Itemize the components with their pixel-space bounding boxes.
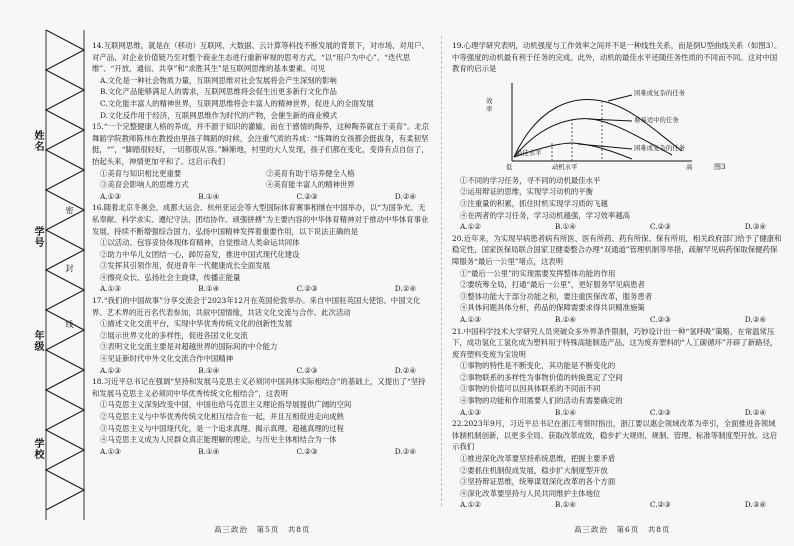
choice-4: ④具体问题具体分析，药品的保障需要求得共识精准施策 [460, 303, 645, 313]
question-17 [92, 295, 432, 376]
question-stem: 22.2023年9月，习近平总书记在浙江考察时指出，浙江要以惠企领域改革为牵引，全面推进各领域体制机制创新，以更多全局、获取改革成效，稳步扩大规则、规制、管理、标准等制度型开放。这启示我们 [452, 419, 778, 452]
answer-c: C.②③ [296, 446, 318, 456]
choice-1: ①美育与知识相比更重要 [100, 168, 182, 178]
answer-options [92, 283, 432, 295]
option-b: B.文化产品能够满足人的需求，互联网思维将会促生出更多新行文化作品 [100, 87, 337, 97]
answer-d: D.②④ [394, 446, 416, 456]
answer-a: A.①② [460, 500, 481, 510]
choice-2: ②事物联系的多样性为事物价值的转换奠定了空间 [460, 372, 623, 382]
motivation-curve-figure [482, 77, 782, 173]
answer-d: D.②④ [744, 407, 766, 417]
question-18 [92, 376, 432, 457]
question-stem: 20.近年来，为实现早病患者病有所医、医有所药、药有所保、保有所用，相关政府部门给予了健康和稳定性，国家医保局联合国家卫健委整合办理“双通道”管理机制等举措，疏解罕见病药保取保健药保障服务“最后一公里”堵点，这表明 [452, 233, 782, 266]
choice-2: ②要统筹全局，打通“最后一公里”，更好服务罕见病患者 [460, 280, 645, 290]
x-axis-low: 低 [506, 162, 513, 171]
answer-c: C.②③ [296, 284, 318, 294]
question-22 [452, 418, 782, 511]
choice-1: ①以活动、包容妥协体现体育精神，自觉推动人类命运共同体 [100, 238, 300, 248]
answer-d: D.②④ [394, 365, 416, 375]
answer-b: B.①④ [198, 191, 220, 201]
option-a: A.文化是一种社会物质力量，互联网思维对社会发展将会产生深刻的影响 [100, 75, 337, 85]
choice-3: ③美育会影响人的思维方式 [100, 180, 189, 190]
answer-d: D.③④ [744, 222, 766, 232]
answer-c: C.②③ [649, 407, 671, 417]
answer-b: B.①④ [198, 365, 220, 375]
question-16 [92, 202, 432, 295]
choice-1: ①“最后一公里”的实现需要发挥整体功能的作用 [460, 268, 616, 278]
question-stem: 18.习近平总书记在强调“坚持和发展马克思主义必须同中国具体实际相结合”的基础上，又提出了“坚持和发展马克思主义必须同中华优秀传统文化相结合”，这表明 [92, 377, 426, 398]
choice-3: ③注重量的积累，抓住时机实现学习质的飞越 [460, 198, 608, 208]
choice-2: ②马克思主义与中华优秀传统文化相互结合在一起，并且互相促进走向成熟 [100, 412, 344, 421]
answer-b: B.①④ [198, 284, 220, 294]
name-label: 姓名 [32, 130, 43, 152]
binding-zigzag [0, 0, 86, 546]
answer-options [452, 499, 782, 511]
choice-1: ①推进深化改革要坚持系统思维，把握主要矛盾 [460, 454, 616, 464]
left-page-footer: 高三政治 第5页 共8页 [214, 525, 311, 534]
question-stem: 19.心理学研究表明，动机强度与工作效率之间并不是一种线性关系，而是倒U型曲线关系（如图3）。中等强度的动机最有利于任务的完成。此外，动机的最佳水平还随任务性质的不同而不同。这对中国教育的启示是 [452, 41, 782, 74]
choice-4: ④在两者的学习任务，学习动机越强，学习效率越高 [460, 210, 630, 220]
answer-c: C.②③ [649, 314, 671, 324]
answer-d: D.②④ [394, 284, 416, 294]
answer-c: C.②③ [296, 365, 318, 375]
answer-a: A.①② [460, 222, 481, 232]
x-axis-label: 动机水平 [552, 162, 578, 171]
choice-2: ②展示世界文化的多样性，促进各国文化交流 [100, 330, 248, 340]
right-page-column [452, 40, 782, 511]
curve-label-2: 难易适中的任务 [634, 115, 679, 124]
answer-options [452, 221, 782, 233]
option-d: D.文化反作用于经济，互联网思维作为时代的产物，会催生新的商业模式 [100, 110, 338, 120]
answer-d: D.②④ [394, 191, 416, 201]
choice-4: ④深化改革要坚持与人民共同维护主体地位 [460, 488, 601, 498]
choice-3: ③表明文化交流主要是对超越世界的国际间的中介能力 [100, 342, 278, 352]
question-21 [452, 326, 782, 419]
answer-options [452, 407, 782, 419]
choice-2: ②美育有助于培养健全人格 [266, 168, 355, 178]
answer-b: B.①④ [554, 222, 576, 232]
answer-a: A.①③ [460, 407, 481, 417]
choice-1: ①不同的学习任务，寻不同的动机最佳水平 [460, 175, 601, 185]
answer-a: A.①③ [100, 365, 121, 375]
answer-options [452, 314, 782, 326]
question-stem: 16.随着北京冬奥会、成都大运会、杭州亚运会等大型国际体育赛事相继在中国举办，以“为国争光、无私奉献、科学求实、遵纪守法、团结协作、顽强拼搏”为主要内容的中华体育精神对于推动中华体育事业发展、持续不断增强综合国力、弘扬中国精神发挥着重要作用，以下说法正确的是 [92, 203, 429, 236]
curve-plot [482, 77, 782, 173]
answer-c: C.②③ [649, 222, 671, 232]
choice-2: ②要抓住机制促成发展，稳步扩大制度型开放 [460, 465, 608, 475]
question-stem: 17.“我们的中国故事”分享交流会于2023年12月在英国伦敦举办。来自中国驻英国大使馆、中国文化界、艺术界的近百名代表参加，共叙中国情缘，共话文化交流与合作。此次活动 [92, 296, 421, 317]
choice-4: ④擦亮众长、弘扬社会主旋律，传播正能量 [100, 272, 241, 282]
curve-label-3: 困难或复杂的任务 [634, 143, 686, 152]
question-stem: 15.“一个完整健康人格的养成，并不源于知识的灌输，而在于感情的陶养，这种陶养就在于美育”。北京舞蹈学院教师陈伟在教授由里孩子舞蹈的时候，会注重气质的养成：“练舞的女孩都会挺拔身，有柔韧坚挺，“”，“脚踏很轻好，一切都很从容。”瞬渐地，村里的大人发现，孩子们都在变化，变得有点自信了，抬起头来，神情更加平和了。这启示我们 [92, 122, 430, 166]
answer-options [92, 191, 432, 203]
choice-3: ③事物的价值可以因具体联系的不同而不同 [460, 384, 601, 394]
question-stem: 14.互联网思维，就是在（移动）互联网、大数据、云计算等科技不断发展的背景下，对市场、对用户、对产品、对企业价值链乃至对整个商业生态进行重新审视的思考方式。“以“用户为中心”、“迭代思维”、“开放、通信、共享”和“求胜其生”是互联网思维的基本要素。可见 [92, 41, 429, 74]
choice-4: ④美育能丰富人的精神世界 [266, 180, 355, 190]
answer-b: B.①④ [554, 500, 576, 510]
seal-char-1: 密 [65, 206, 74, 215]
class-label: 年级 [32, 330, 43, 352]
choice-3: ③马克思主义与中国现代化，是一个追求真理、揭示真理、超越真理的过程 [100, 423, 344, 433]
answer-c: C.②③ [296, 191, 318, 201]
choice-3: ③发挥其引领作用，促进青年一代健康成长全面发展 [100, 261, 270, 271]
question-stem: 21.中国科学技术大学研究人员突破众多外界条件限制，巧妙设计出一种“氢呼吸”策略，在常温常压下，成功氢化工氢化成为塑料用于特殊高能制造产品，这为废弃塑料的“人工碳循环”开辟了新路径，废弃塑料变废为宝说明 [452, 326, 778, 359]
page-divider [441, 36, 442, 506]
answer-b: B.①④ [554, 407, 576, 417]
binding-margin [0, 0, 86, 546]
choice-1: ①描述文化交流平台，实现中华优秀传统文化的创新性发展 [100, 319, 293, 329]
choice-2: ②运用辩证的思维，实现学习动机的平衡 [460, 187, 594, 197]
choice-2: ②助力中华儿女团结一心，踔厉奋发，推进中国式现代化建设 [100, 249, 300, 259]
answer-c: C.②③ [649, 500, 671, 510]
choice-4: ④事物的功能和作用需要人们的活动有需要确定的 [460, 396, 623, 406]
seal-char-3: 线 [65, 320, 74, 329]
answer-a: A.①③ [100, 191, 121, 201]
seal-char-2: 封 [65, 264, 74, 273]
question-14 [92, 40, 432, 121]
answer-b: B.①④ [198, 446, 220, 456]
school-label: 学校 [32, 438, 43, 460]
choice-3: ③整体功能大于部分功能之和，要注重医保改革，服务患者 [460, 291, 653, 301]
answer-b: B.①④ [554, 314, 576, 324]
choice-4: ④马克思主义成为人民群众真正能理解的理论，与历史主体相结合为一体 [100, 435, 337, 445]
question-20 [452, 233, 782, 326]
left-page-column [92, 40, 432, 457]
question-15 [92, 121, 432, 202]
answer-options [92, 365, 432, 377]
choice-1: ①马克思主义深刻改变中国，中国也给马克思主义理论指导展提供广阔的空间 [100, 400, 352, 410]
choice-3: ③坚持辩证思维，统筹谋划深化改革的各个方面 [460, 477, 616, 487]
y-axis-label: 效率 [486, 96, 493, 113]
answer-a: A.①③ [460, 314, 481, 324]
answer-a: A.①③ [100, 446, 121, 456]
question-19 [452, 40, 782, 233]
optimal-level-label: 最佳水平 [516, 148, 542, 157]
answer-options [92, 446, 432, 458]
choice-4: ④见证新时代中外文化交流合作中国精神 [100, 354, 234, 364]
student-number-label: 学号 [32, 226, 43, 248]
curve-label-1: 困难或复杂的任务 [634, 88, 686, 97]
right-page-footer: 高三政治 第6页 共8页 [574, 525, 671, 534]
answer-d: D.②④ [744, 314, 766, 324]
choice-1: ①事物的特性是不断变化，其功能是不断变化的 [460, 361, 616, 371]
x-axis-high: 高 [686, 162, 693, 171]
answer-d: D.③④ [744, 500, 766, 510]
answer-a: A.①③ [100, 284, 121, 294]
figure-caption: 图3 [714, 162, 726, 171]
option-c: C.文化能丰富人的精神世界，互联网思维将会丰富人的精神世界，促进人的全面发展 [100, 98, 374, 108]
